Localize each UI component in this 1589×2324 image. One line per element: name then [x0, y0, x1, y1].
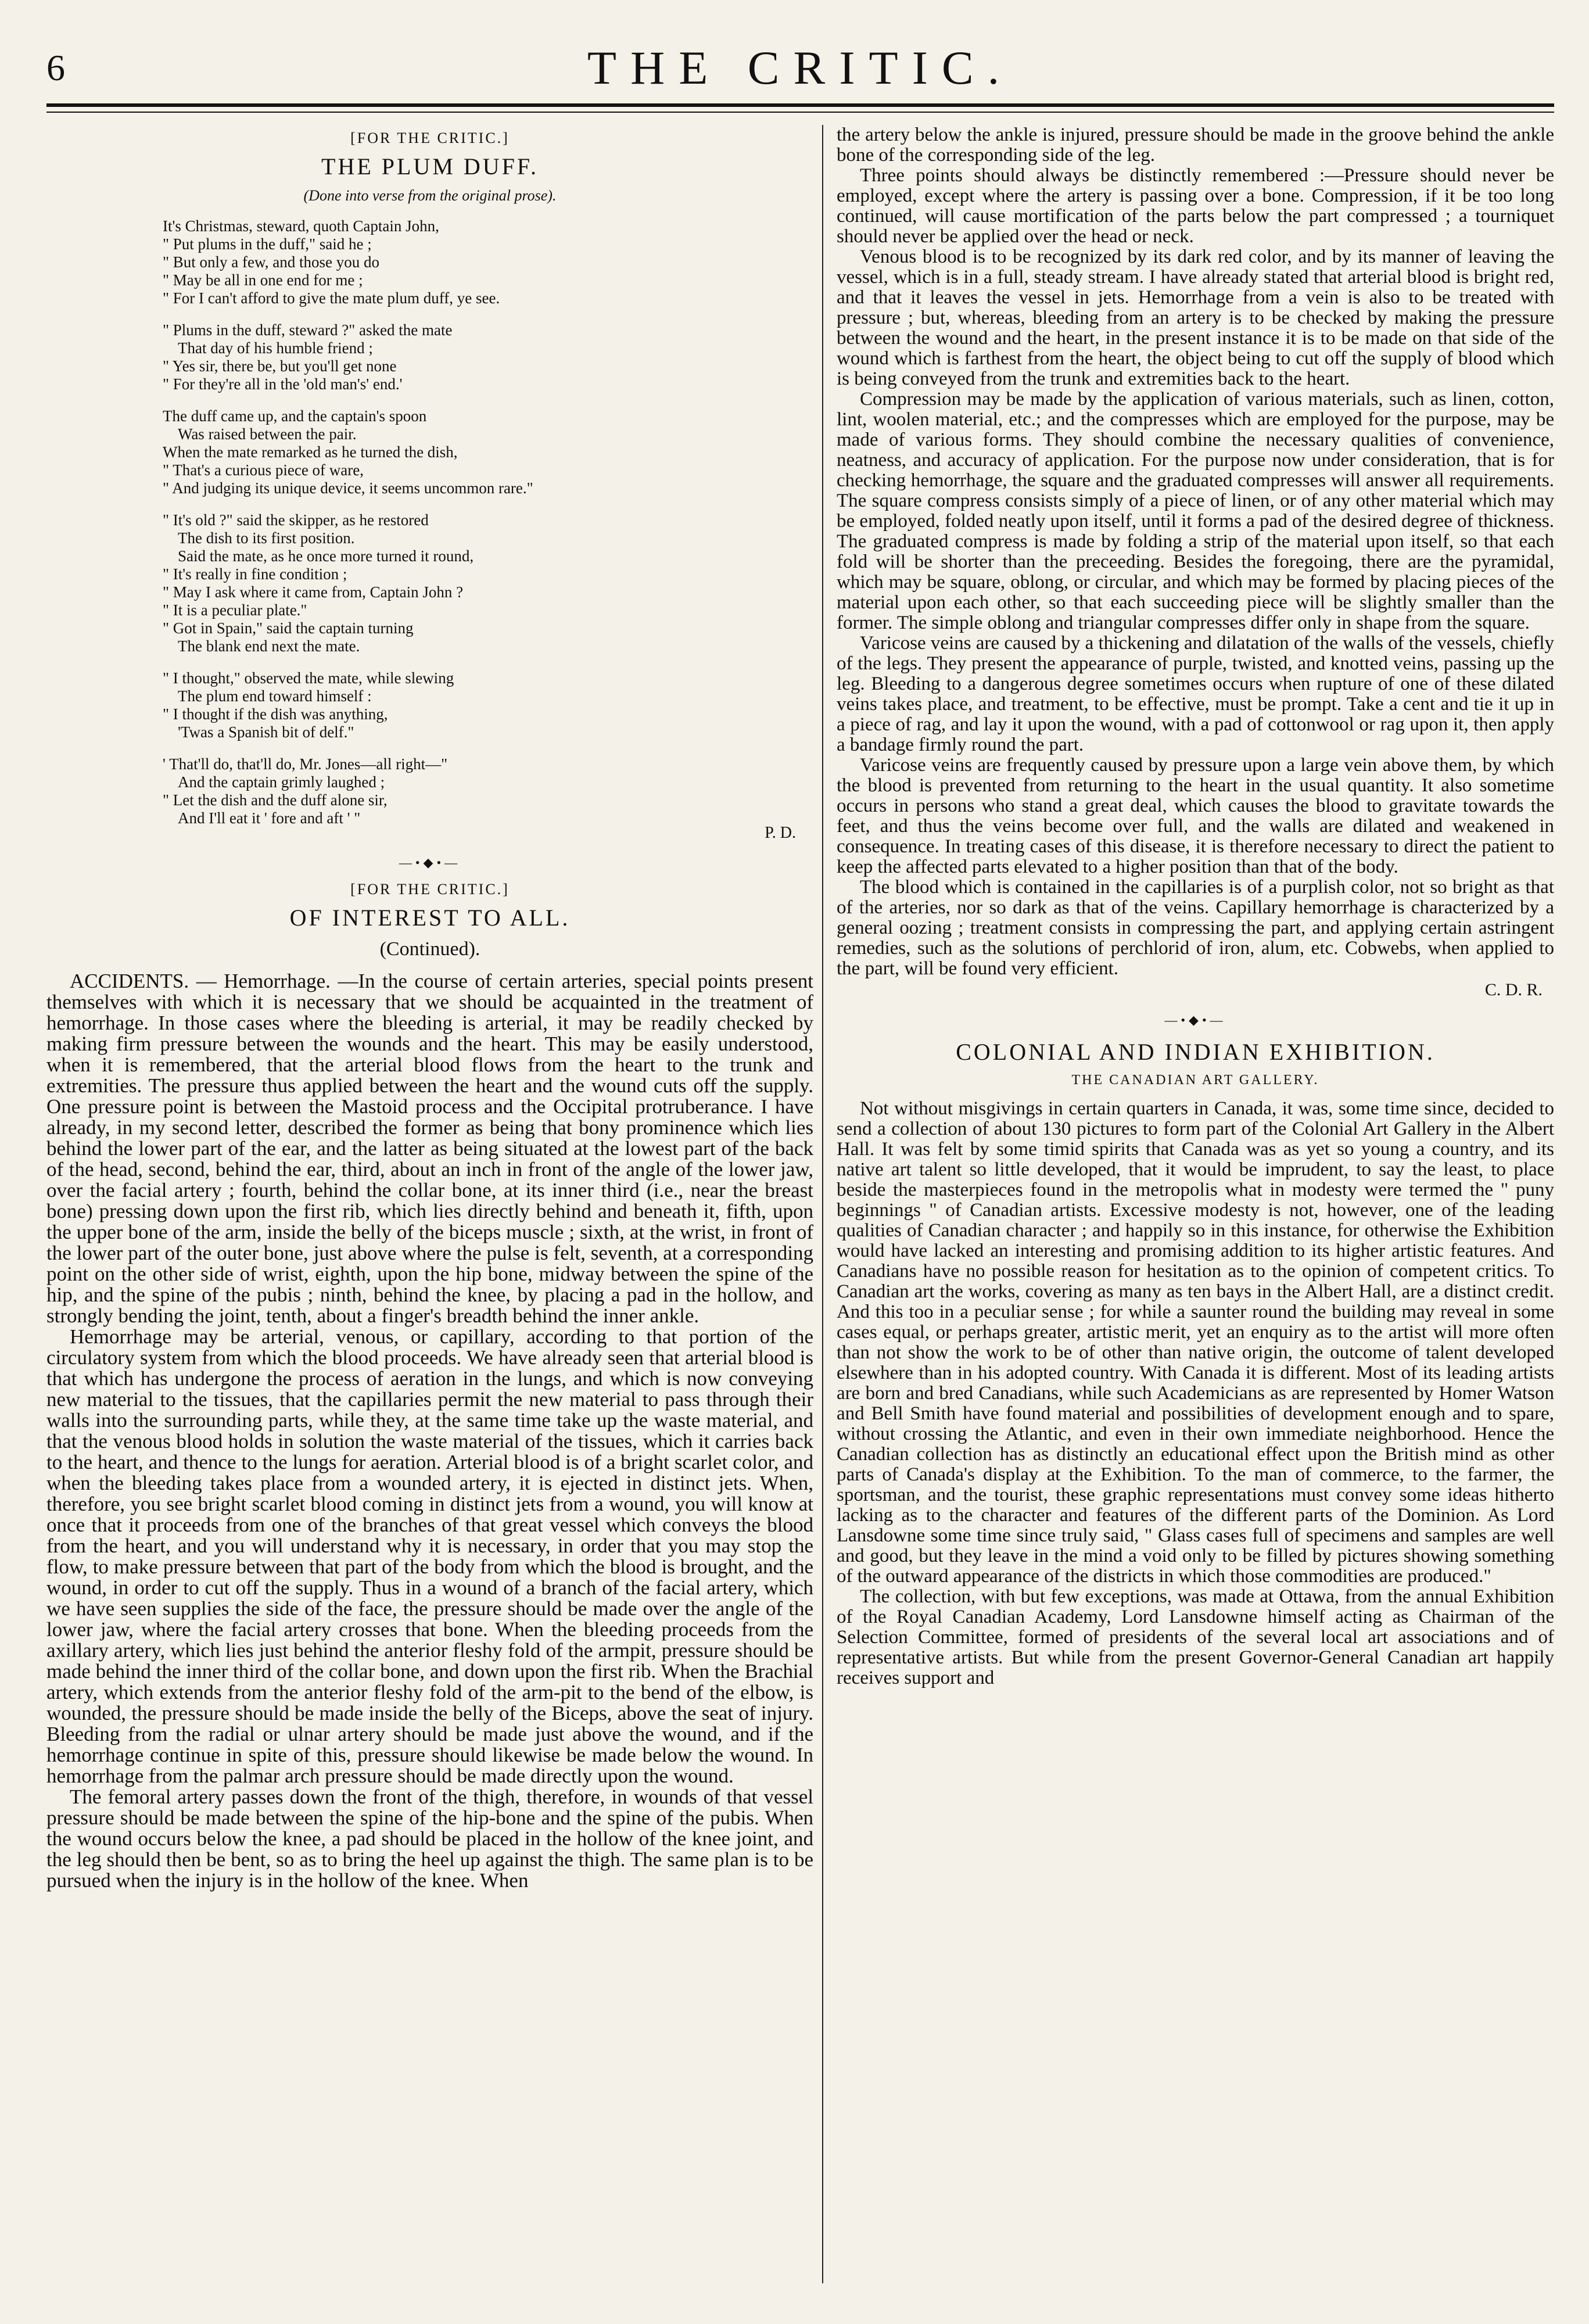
left-column — [46, 125, 813, 2283]
right-column — [837, 125, 1554, 2283]
exhibition-paragraph: Not without misgivings in certain quarters in Canada, it was, some time since, decided to send a collection of about 130 pictures to form part of the Colonial Art Gallery in the Albert Hall. It was felt by some timid spirits that Canada was as yet so young a country, and its native art talent so little developed, that it would be imprudent, to say the least, to place beside the masterpieces found in the metropolis what in modesty were termed the " puny beginnings " of Canadian artists. Excessive modesty is not, however, one of the leading qualities of Canadian character ; and happily so in this instance, for otherwise the Exhibition would have lacked an interesting and promising addition to its higher artistic features. And Canadians have no possible reason for hesitation as to the opinion of competent critics. To Canadian art the works, covering as many as ten bays in the Albert Hall, are a distinct credit. And this too in a peculiar sense ; for while a saunter round the building may reveal in some cases equal, or perhaps greater, artistic merit, yet an enquiry as to the artist will more often than not show the work to be of other than native origin, the outcome of talent developed elsewhere than in his adopted country. With Canada it is different. Most of its leading artists are born and bred Canadians, while such Academicians as are represented by Homer Watson and Bell Smith have found material and possibilities of development enough and to spare, without crossing the Atlantic, and even in their own immediate neighborhood. Hence the Canadian collection has as distinctly an educational effect upon the British mind as other parts of Canada's display at the Exhibition. To the man of commerce, to the farmer, the sportsman, and the tourist, these graphic representations must convey some ideas hitherto lacking as to the character and features of the different parts of the Dominion. As Lord Lansdowne some time since truly said, " Glass cases full of specimens and samples are well and good, but they leave in the mind a void only to be filled by pictures showing something of the outward appearance of the districts in which those commodities are produced." — [837, 1098, 1554, 1587]
article-paragraph: ACCIDENTS. — Hemorrhage. —In the course of certain arteries, special points present themselves with which it is necessary that we should be acquainted in the treatment of hemorrhage. In those cases where the bleeding is arterial, it may be readily checked by making firm pressure between the wounds and the heart. This may be easily understood, when it is remembered, that the arterial blood flows from the heart to the trunk and extremities. The pressure thus applied between the heart and the wound cuts off the supply. One pressure point is between the Mastoid process and the Occipital protruberance. I have already, in my second letter, described the former as being that bony prominence which lies behind the lower part of the ear, and the latter as being situated at the lowest part of the back of the head, second, behind the ear, third, about an inch in front of the angle of the lower jaw, over the facial artery ; fourth, behind the collar bone, at its inner third (i.e., near the breast bone) pressing down upon the first rib, which lies directly behind and beneath it, fifth, upon the upper bone of the arm, inside the belly of the biceps muscle ; sixth, at the wrist, in front of the lower part of the outer bone, just above where the pulse is felt, seventh, at a corresponding point on the other side of wrist, eighth, upon the hip bone, midway between the spine of the hip, and the spine of the pubis ; ninth, behind the knee, by placing a pad in the hollow, and strongly bending the joint, tenth, about a finger's breadth behind the inner ankle. — [46, 970, 813, 1327]
poem-line: " May be all in one end for me ; — [163, 271, 363, 289]
poem-stanza — [163, 755, 813, 827]
poem-line: " For they're all in the 'old man's' end.' — [163, 375, 403, 393]
poem-body — [163, 217, 813, 827]
poem-subtitle: (Done into verse from the original prose). — [303, 187, 557, 204]
poem-line: " I thought if the dish was anything, — [163, 705, 388, 723]
poem-stanza — [163, 407, 813, 497]
poem-line: " May I ask where it came from, Captain John ? — [163, 583, 464, 601]
poem-line: ' That'll do, that'll do, Mr. Jones—all right—" — [163, 755, 448, 773]
poem-line: When the mate remarked as he turned the dish, — [163, 443, 458, 461]
poem-line: " I thought," observed the mate, while slewing — [163, 669, 454, 687]
poem-source-tag: [FOR THE CRITIC.] — [350, 130, 510, 146]
article-source-tag: [FOR THE CRITIC.] — [350, 881, 510, 898]
poem-stanza — [163, 511, 813, 655]
poem-line: The blank end next the mate. — [178, 637, 360, 655]
poem-line: The plum end toward himself : — [178, 687, 372, 705]
poem-line: It's Christmas, steward, quoth Captain John, — [163, 217, 439, 235]
poem-line: " For I can't afford to give the mate plum duff, ye see. — [163, 289, 500, 307]
poem-line: Said the mate, as he once more turned it round, — [178, 547, 474, 565]
article-paragraph: The blood which is contained in the capillaries is of a purplish color, not so bright as that of the arteries, nor so dark as that of the veins. Capillary hemorrhage is characterized by a general oozing ; treatment consists in compressing the part, and applying certain astringent remedies, such as the solutions of perchlorid of iron, alum, etc. Cobwebs, when applied to the part, will be found very efficient. — [837, 877, 1554, 979]
masthead — [46, 35, 1554, 105]
poem-line: " It is a peculiar plate." — [163, 601, 307, 619]
poem-line: And the captain grimly laughed ; — [178, 773, 385, 791]
exhibition-title: COLONIAL AND INDIAN EXHIBITION. — [956, 1039, 1435, 1065]
section-ornament: —•◆•— — [399, 855, 461, 870]
poem-line: And I'll eat it ' fore and aft ' " — [178, 809, 361, 827]
poem-line: " That's a curious piece of ware, — [163, 461, 364, 479]
article-paragraph: the artery below the ankle is injured, pressure should be made in the groove behind the ankle bone of the corresponding side of the leg. — [837, 125, 1554, 166]
exhibition-subtitle: THE CANADIAN ART GALLERY. — [1071, 1073, 1319, 1088]
poem-title: THE PLUM DUFF. — [321, 153, 539, 180]
poem-line: " Plums in the duff, steward ?" asked the mate — [163, 321, 453, 339]
article-signature: C. D. R. — [1484, 980, 1543, 999]
poem-signature: P. D. — [765, 824, 796, 842]
poem-stanza — [163, 669, 813, 741]
poem-line: The duff came up, and the captain's spoon — [163, 407, 427, 425]
poem-line: " And judging its unique device, it seems uncommon rare." — [163, 479, 533, 497]
poem-line: 'Twas a Spanish bit of delf." — [178, 723, 354, 741]
article-paragraph: Venous blood is to be recognized by its dark red color, and by its manner of leaving the vessel, which is in a full, steady stream. I have already stated that arterial blood is bright red, and that it leaves the vessel in jets. Hemorrhage from a vein is also to be treated with pressure ; but, whereas, bleeding from an artery is to be checked by making the pressure between the wound and the heart, in the present instance it is to be made on that side of the wound which is farthest from the heart, the object being to cut off the supply of blood which is being conveyed from the trunk and extremities back to the heart. — [837, 246, 1554, 389]
article-paragraph: Varicose veins are caused by a thickening and dilatation of the walls of the vessels, chiefly of the legs. They present the appearance of purple, twisted, and knotted veins, passing up the leg. Bleeding to a dangerous degree sometimes occurs when rupture of one of these dilated veins takes place, and treatment, to be effective, must be prompt. Take a cent and tie it up in a piece of rag, and lay it upon the wound, with a pad of cottonwool or rag upon it, then apply a bandage firmly round the part. — [837, 633, 1554, 755]
article-title: OF INTEREST TO ALL. — [289, 905, 571, 931]
article-paragraph: Hemorrhage may be arterial, venous, or capillary, according to that portion of the circulatory system from which the blood proceeds. We have already seen that arterial blood is that which has undergone the process of aeration in the lungs, and which is now conveying new material to the tissues, that the capillaries permit the new material to pass through their walls into the surrounding parts, while they, at the same time take up the waste material, and that the venous blood holds in solution the waste material of the tissues, which it carries back to the heart, and thence to the lungs for aeration. Arterial blood is of a bright scarlet color, and when the bleeding takes place from a wounded artery, it is ejected in distinct jets. When, therefore, you see bright scarlet blood coming in distinct jets from a wound, you will know at once that it proceeds from one of the branches of that great vessel which conveys the blood from the heart, and you will understand why it is necessary, in order that you may stop the flow, to make pressure between that part of the body from which the blood is brought, and the wound, in order to cut off the supply. Thus in a wound of a branch of the facial artery, which we have seen supplies the side of the face, the pressure should be made over the angle of the lower jaw, where the facial artery crosses that bone. When the bleeding proceeds from the axillary artery, which lies just behind the anterior fleshy fold of the armpit, pressure should be made behind the inner third of the collar bone, and down upon the first rib. When the Brachial artery, which extends from the anterior fleshy fold of the arm-pit to the bend of the elbow, is wounded, the pressure should be made inside the belly of the Biceps, above the seat of injury. Bleeding from the radial or ulnar artery should be made just above the wound, and if the hemorrhage continue in spite of this, pressure should likewise be made below the wound. In hemorrhage from the palmar arch pressure should be made directly upon the wound. — [46, 1325, 813, 1787]
exhibition-paragraph: The collection, with but few exceptions, was made at Ottawa, from the annual Exhibition of the Royal Canadian Academy, Lord Lansdowne himself acting as Chairman of the Selection Committee, formed of presidents of the several local art associations and of representative artists. But while from the present Governor-General Canadian art happily receives support and — [837, 1586, 1554, 1688]
masthead-rule — [46, 103, 1554, 107]
poem-line: The dish to its first position. — [178, 529, 355, 547]
article-paragraph: Three points should always be distinctly remembered :—Pressure should never be employed, except where the artery is passing over a bone. Compression, if it be too long continued, will cause mortification of the parts below the part compressed ; a tourniquet should never be applied over the head or neck. — [837, 165, 1554, 247]
poem-line: " It's really in fine condition ; — [163, 565, 347, 583]
poem-line: " Let the dish and the duff alone sir, — [163, 791, 388, 809]
page-number: 6 — [46, 47, 65, 88]
masthead-rule-thin — [46, 112, 1554, 113]
article-continued-label: (Continued). — [379, 938, 480, 960]
poem-line: Was raised between the pair. — [178, 425, 357, 443]
poem-line: " Yes sir, there be, but you'll get none — [163, 357, 397, 375]
article-paragraph: Compression may be made by the application of various materials, such as linen, cotton, lint, woolen material, etc.; and the compresses which are employed for the purpose, may be made of various forms. They should combine the necessary qualities of convenience, neatness, and accuracy of application. For the purpose now under consideration, that is for checking hemorrhage, the square and the graduated compresses will answer all requirements. The square compress consists simply of a piece of linen, or of any other material which may be employed, folded neatly upon itself, until it forms a pad of the desired degree of thickness. The graduated compress is made by folding a strip of the material upon itself, so that each fold will be shorter than the preceeding. Besides the foregoing, there are the pyramidal, which may be square, oblong, or circular, and which may be formed by placing pieces of the material upon each other, so that each succeeding piece will be slightly smaller than the former. The simple oblong and triangular compresses differ only in shape from the square. — [837, 389, 1554, 633]
poem-line: That day of his humble friend ; — [178, 339, 373, 357]
poem-line: " But only a few, and those you do — [163, 253, 379, 271]
article-paragraph: Varicose veins are frequently caused by pressure upon a large vein above them, by which the blood is prevented from returning to the heart in the usual quantity. It also sometime occurs in persons who stand a great deal, which causes the blood to gravitate towards the feet, and thus the veins become over full, and the walls are dilated and weakened in consequence. In treating cases of this disease, it is therefore necessary to direct the patient to keep the affected parts elevated to a higher position than that of the body. — [837, 755, 1554, 877]
poem-stanza — [163, 321, 813, 393]
column-divider — [822, 125, 823, 2283]
poem-line: " Got in Spain," said the captain turning — [163, 619, 414, 637]
article-paragraph: The femoral artery passes down the front of the thigh, therefore, in wounds of that vessel pressure should be made between the spine of the hip-bone and the spine of the pubis. When the wound occurs below the knee, a pad should be placed in the hollow of the knee joint, and the leg should then be bent, so as to bring the heel up against the thigh. The same plan is to be pursued when the injury is in the hollow of the knee. When — [46, 1785, 813, 1892]
poem-line: " It's old ?" said the skipper, as he restored — [163, 511, 429, 529]
poem-stanza — [163, 217, 813, 307]
paper-title: THE CRITIC. — [587, 41, 1014, 94]
poem-line: " Put plums in the duff," said he ; — [163, 235, 372, 253]
section-ornament: —•◆•— — [1164, 1013, 1226, 1027]
